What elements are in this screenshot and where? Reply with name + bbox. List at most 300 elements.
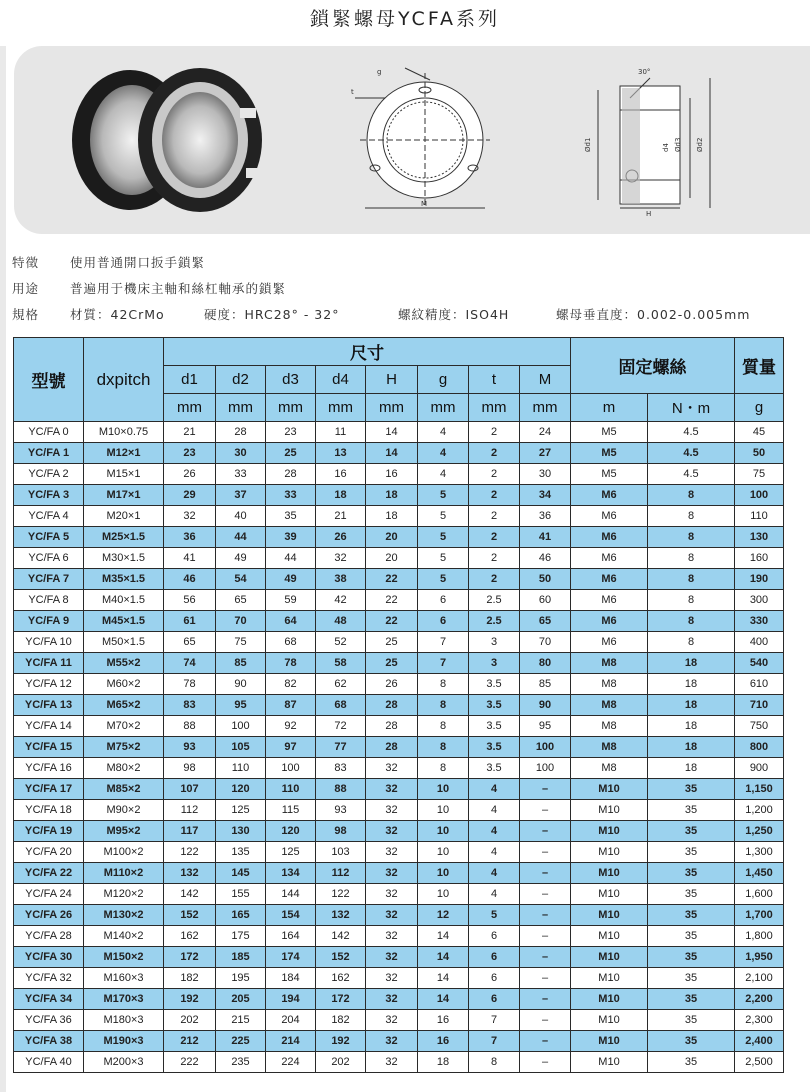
- value-cell: 18: [648, 737, 735, 758]
- value-cell: 85: [520, 674, 571, 695]
- column-header-d4: d4: [316, 366, 366, 394]
- value-cell: 30: [520, 464, 571, 485]
- table-row: [14, 758, 784, 779]
- value-cell: 33: [216, 464, 266, 485]
- value-cell: 11: [316, 422, 366, 443]
- value-cell: –: [520, 905, 571, 926]
- header-size: 尺寸: [164, 338, 571, 366]
- value-cell: M6: [571, 590, 648, 611]
- value-cell: 2: [469, 443, 520, 464]
- value-cell: –: [520, 947, 571, 968]
- unit-cell: g: [735, 394, 784, 422]
- model-cell: YC/FA 1: [14, 443, 84, 464]
- value-cell: 78: [164, 674, 216, 695]
- value-cell: 22: [366, 590, 418, 611]
- value-cell: 65: [520, 611, 571, 632]
- value-cell: 6: [469, 926, 520, 947]
- model-cell: YC/FA 6: [14, 548, 84, 569]
- pitch-cell: M180×3: [84, 1010, 164, 1031]
- table-row: [14, 863, 784, 884]
- value-cell: 225: [216, 1031, 266, 1052]
- model-cell: YC/FA 18: [14, 800, 84, 821]
- value-cell: 6: [469, 947, 520, 968]
- model-cell: YC/FA 8: [14, 590, 84, 611]
- value-cell: –: [520, 1031, 571, 1052]
- value-cell: 32: [366, 1010, 418, 1031]
- value-cell: 1,600: [735, 884, 784, 905]
- value-cell: 23: [164, 443, 216, 464]
- value-cell: 36: [164, 527, 216, 548]
- label-d3: Ød3: [674, 137, 682, 152]
- value-cell: 152: [316, 947, 366, 968]
- value-cell: 10: [418, 779, 469, 800]
- value-cell: 6: [418, 590, 469, 611]
- value-cell: 98: [316, 821, 366, 842]
- usage-label: 用途: [12, 281, 40, 296]
- pitch-cell: M100×2: [84, 842, 164, 863]
- value-cell: 1,300: [735, 842, 784, 863]
- value-cell: 4: [469, 821, 520, 842]
- value-cell: 70: [520, 632, 571, 653]
- value-cell: –: [520, 800, 571, 821]
- model-cell: YC/FA 30: [14, 947, 84, 968]
- value-cell: 8: [648, 527, 735, 548]
- value-cell: 8: [648, 632, 735, 653]
- pitch-cell: M35×1.5: [84, 569, 164, 590]
- table-body: [14, 422, 784, 1073]
- value-cell: 122: [164, 842, 216, 863]
- model-cell: YC/FA 10: [14, 632, 84, 653]
- unit-cell: N・m: [648, 394, 735, 422]
- value-cell: 16: [316, 464, 366, 485]
- pitch-cell: M120×2: [84, 884, 164, 905]
- table-row: [14, 1052, 784, 1073]
- model-cell: YC/FA 38: [14, 1031, 84, 1052]
- value-cell: 112: [164, 800, 216, 821]
- value-cell: 35: [648, 821, 735, 842]
- table-row: [14, 800, 784, 821]
- model-cell: YC/FA 12: [14, 674, 84, 695]
- value-cell: 49: [266, 569, 316, 590]
- value-cell: 59: [266, 590, 316, 611]
- value-cell: 28: [216, 422, 266, 443]
- unit-cell: mm: [366, 394, 418, 422]
- value-cell: 70: [216, 611, 266, 632]
- value-cell: 35: [648, 968, 735, 989]
- value-cell: 14: [366, 443, 418, 464]
- value-cell: 18: [418, 1052, 469, 1073]
- pitch-cell: M65×2: [84, 695, 164, 716]
- value-cell: 8: [648, 548, 735, 569]
- value-cell: M6: [571, 569, 648, 590]
- value-cell: M5: [571, 464, 648, 485]
- value-cell: 35: [266, 506, 316, 527]
- value-cell: 46: [520, 548, 571, 569]
- value-cell: 28: [366, 716, 418, 737]
- value-cell: 54: [216, 569, 266, 590]
- value-cell: M10: [571, 1031, 648, 1052]
- value-cell: 35: [648, 1052, 735, 1073]
- front-view-drawing: [345, 58, 505, 218]
- value-cell: 174: [266, 947, 316, 968]
- value-cell: 8: [648, 506, 735, 527]
- value-cell: 1,450: [735, 863, 784, 884]
- model-cell: YC/FA 5: [14, 527, 84, 548]
- value-cell: 32: [366, 968, 418, 989]
- pitch-cell: M160×3: [84, 968, 164, 989]
- value-cell: M10: [571, 1010, 648, 1031]
- value-cell: 4: [469, 842, 520, 863]
- label-t: t: [351, 88, 354, 96]
- table-row: [14, 527, 784, 548]
- value-cell: 32: [366, 1052, 418, 1073]
- value-cell: 190: [735, 569, 784, 590]
- label-H: H: [646, 210, 652, 218]
- value-cell: 28: [366, 737, 418, 758]
- model-cell: YC/FA 26: [14, 905, 84, 926]
- value-cell: 162: [164, 926, 216, 947]
- value-cell: 610: [735, 674, 784, 695]
- value-cell: 32: [366, 779, 418, 800]
- value-cell: 32: [366, 926, 418, 947]
- value-cell: 93: [164, 737, 216, 758]
- label-d2: Ød2: [696, 137, 704, 152]
- value-cell: 154: [266, 905, 316, 926]
- table-row: [14, 443, 784, 464]
- column-header-d1: d1: [164, 366, 216, 394]
- value-cell: 1,950: [735, 947, 784, 968]
- pitch-cell: M110×2: [84, 863, 164, 884]
- value-cell: 32: [366, 947, 418, 968]
- value-cell: 8: [648, 590, 735, 611]
- value-cell: 4: [418, 422, 469, 443]
- model-cell: YC/FA 40: [14, 1052, 84, 1073]
- column-header-d3: d3: [266, 366, 316, 394]
- value-cell: 75: [216, 632, 266, 653]
- value-cell: 155: [216, 884, 266, 905]
- value-cell: 10: [418, 884, 469, 905]
- value-cell: 10: [418, 800, 469, 821]
- value-cell: 224: [266, 1052, 316, 1073]
- value-cell: 20: [366, 527, 418, 548]
- unit-cell: mm: [418, 394, 469, 422]
- value-cell: 212: [164, 1031, 216, 1052]
- pitch-cell: M45×1.5: [84, 611, 164, 632]
- value-cell: 152: [164, 905, 216, 926]
- model-cell: YC/FA 0: [14, 422, 84, 443]
- unit-cell: mm: [266, 394, 316, 422]
- value-cell: 49: [216, 548, 266, 569]
- value-cell: M6: [571, 485, 648, 506]
- value-cell: 32: [366, 758, 418, 779]
- value-cell: 8: [418, 695, 469, 716]
- value-cell: 35: [648, 905, 735, 926]
- value-cell: 35: [648, 863, 735, 884]
- value-cell: 90: [520, 695, 571, 716]
- value-cell: 185: [216, 947, 266, 968]
- value-cell: 160: [735, 548, 784, 569]
- value-cell: 120: [216, 779, 266, 800]
- value-cell: M10: [571, 926, 648, 947]
- value-cell: 900: [735, 758, 784, 779]
- value-cell: M10: [571, 947, 648, 968]
- pitch-cell: M190×3: [84, 1031, 164, 1052]
- value-cell: 35: [648, 884, 735, 905]
- value-cell: 88: [316, 779, 366, 800]
- left-strip: [0, 46, 6, 1092]
- value-cell: –: [520, 779, 571, 800]
- value-cell: 115: [266, 800, 316, 821]
- table-row: [14, 464, 784, 485]
- value-cell: 192: [164, 989, 216, 1010]
- value-cell: 2: [469, 464, 520, 485]
- value-cell: 50: [735, 443, 784, 464]
- model-cell: YC/FA 4: [14, 506, 84, 527]
- value-cell: 33: [266, 485, 316, 506]
- value-cell: 750: [735, 716, 784, 737]
- model-cell: YC/FA 2: [14, 464, 84, 485]
- value-cell: M6: [571, 611, 648, 632]
- value-cell: 22: [366, 611, 418, 632]
- value-cell: 35: [648, 800, 735, 821]
- value-cell: 18: [648, 695, 735, 716]
- table-row: [14, 1010, 784, 1031]
- table-row: [14, 422, 784, 443]
- pitch-cell: M95×2: [84, 821, 164, 842]
- value-cell: 18: [366, 485, 418, 506]
- model-cell: YC/FA 14: [14, 716, 84, 737]
- value-cell: M10: [571, 842, 648, 863]
- value-cell: 25: [266, 443, 316, 464]
- value-cell: 34: [520, 485, 571, 506]
- model-cell: YC/FA 16: [14, 758, 84, 779]
- value-cell: 2: [469, 485, 520, 506]
- value-cell: 4.5: [648, 422, 735, 443]
- value-cell: 16: [418, 1010, 469, 1031]
- value-cell: 14: [366, 422, 418, 443]
- value-cell: 45: [735, 422, 784, 443]
- value-cell: 37: [216, 485, 266, 506]
- model-cell: YC/FA 36: [14, 1010, 84, 1031]
- value-cell: 3.5: [469, 716, 520, 737]
- table-row: [14, 632, 784, 653]
- value-cell: 2,400: [735, 1031, 784, 1052]
- value-cell: M10: [571, 863, 648, 884]
- value-cell: 41: [164, 548, 216, 569]
- value-cell: 132: [164, 863, 216, 884]
- value-cell: 32: [316, 548, 366, 569]
- value-cell: –: [520, 1010, 571, 1031]
- value-cell: 4.5: [648, 443, 735, 464]
- value-cell: 8: [648, 569, 735, 590]
- model-cell: YC/FA 17: [14, 779, 84, 800]
- table-row: [14, 905, 784, 926]
- column-header-m: M: [520, 366, 571, 394]
- value-cell: 4: [418, 443, 469, 464]
- value-cell: 2: [469, 548, 520, 569]
- value-cell: 2.5: [469, 611, 520, 632]
- table-row: [14, 884, 784, 905]
- value-cell: 4: [418, 464, 469, 485]
- value-cell: 35: [648, 989, 735, 1010]
- value-cell: 38: [316, 569, 366, 590]
- unit-cell: mm: [469, 394, 520, 422]
- value-cell: 215: [216, 1010, 266, 1031]
- table-row: [14, 653, 784, 674]
- value-cell: 1,150: [735, 779, 784, 800]
- value-cell: 4: [469, 884, 520, 905]
- value-cell: –: [520, 968, 571, 989]
- value-cell: –: [520, 1052, 571, 1073]
- table-row: [14, 695, 784, 716]
- perpendicularity-text: 螺母垂直度：0.002-0.005mm: [556, 307, 751, 322]
- value-cell: 1,800: [735, 926, 784, 947]
- pitch-cell: M30×1.5: [84, 548, 164, 569]
- value-cell: 26: [164, 464, 216, 485]
- value-cell: M6: [571, 548, 648, 569]
- value-cell: 60: [520, 590, 571, 611]
- value-cell: 87: [266, 695, 316, 716]
- value-cell: 2: [469, 569, 520, 590]
- value-cell: 30: [216, 443, 266, 464]
- pitch-cell: M60×2: [84, 674, 164, 695]
- table-row: [14, 989, 784, 1010]
- value-cell: 2,500: [735, 1052, 784, 1073]
- value-cell: 8: [648, 611, 735, 632]
- value-cell: 204: [266, 1010, 316, 1031]
- value-cell: 4: [469, 800, 520, 821]
- value-cell: 144: [266, 884, 316, 905]
- value-cell: 18: [648, 653, 735, 674]
- value-cell: 32: [366, 821, 418, 842]
- value-cell: 97: [266, 737, 316, 758]
- value-cell: 8: [418, 674, 469, 695]
- value-cell: 142: [316, 926, 366, 947]
- model-cell: YC/FA 19: [14, 821, 84, 842]
- value-cell: 40: [216, 506, 266, 527]
- value-cell: 32: [366, 884, 418, 905]
- value-cell: M5: [571, 443, 648, 464]
- front-nut-thread: [162, 92, 238, 188]
- value-cell: M6: [571, 632, 648, 653]
- label-deg: 30°: [638, 68, 651, 76]
- table-row: [14, 506, 784, 527]
- model-cell: YC/FA 32: [14, 968, 84, 989]
- value-cell: 75: [735, 464, 784, 485]
- value-cell: 83: [316, 758, 366, 779]
- value-cell: 32: [366, 905, 418, 926]
- value-cell: 64: [266, 611, 316, 632]
- model-cell: YC/FA 13: [14, 695, 84, 716]
- value-cell: 18: [648, 716, 735, 737]
- value-cell: M8: [571, 653, 648, 674]
- value-cell: 35: [648, 947, 735, 968]
- value-cell: 5: [418, 485, 469, 506]
- value-cell: M10: [571, 968, 648, 989]
- value-cell: 6: [469, 989, 520, 1010]
- value-cell: 65: [216, 590, 266, 611]
- model-cell: YC/FA 15: [14, 737, 84, 758]
- value-cell: M10: [571, 905, 648, 926]
- value-cell: 83: [164, 695, 216, 716]
- value-cell: 205: [216, 989, 266, 1010]
- model-cell: YC/FA 3: [14, 485, 84, 506]
- model-cell: YC/FA 9: [14, 611, 84, 632]
- value-cell: 12: [418, 905, 469, 926]
- pitch-cell: M200×3: [84, 1052, 164, 1073]
- value-cell: 100: [735, 485, 784, 506]
- value-cell: M8: [571, 737, 648, 758]
- value-cell: 25: [366, 653, 418, 674]
- value-cell: 18: [648, 674, 735, 695]
- value-cell: 2.5: [469, 590, 520, 611]
- column-header-t: t: [469, 366, 520, 394]
- value-cell: 117: [164, 821, 216, 842]
- value-cell: 3: [469, 653, 520, 674]
- value-cell: 105: [216, 737, 266, 758]
- value-cell: –: [520, 842, 571, 863]
- value-cell: 92: [266, 716, 316, 737]
- value-cell: 28: [366, 695, 418, 716]
- table-row: [14, 611, 784, 632]
- value-cell: 10: [418, 863, 469, 884]
- column-header-d2: d2: [216, 366, 266, 394]
- value-cell: 16: [366, 464, 418, 485]
- pitch-cell: M40×1.5: [84, 590, 164, 611]
- table-row: [14, 779, 784, 800]
- value-cell: 165: [216, 905, 266, 926]
- value-cell: 41: [520, 527, 571, 548]
- pitch-cell: M17×1: [84, 485, 164, 506]
- value-cell: 35: [648, 842, 735, 863]
- section-view-drawing: [580, 58, 730, 218]
- spec-table: [13, 337, 784, 1073]
- value-cell: M10: [571, 779, 648, 800]
- value-cell: 6: [469, 968, 520, 989]
- value-cell: 175: [216, 926, 266, 947]
- table-row: [14, 716, 784, 737]
- value-cell: 164: [266, 926, 316, 947]
- value-cell: 88: [164, 716, 216, 737]
- value-cell: 110: [735, 506, 784, 527]
- features-text: 使用普通開口扳手鎖緊: [70, 255, 206, 270]
- value-cell: 68: [266, 632, 316, 653]
- table-row: [14, 548, 784, 569]
- value-cell: 130: [216, 821, 266, 842]
- value-cell: 26: [366, 674, 418, 695]
- pitch-cell: M70×2: [84, 716, 164, 737]
- value-cell: 98: [164, 758, 216, 779]
- pitch-cell: M140×2: [84, 926, 164, 947]
- value-cell: 162: [316, 968, 366, 989]
- value-cell: 10: [418, 842, 469, 863]
- value-cell: 4: [469, 863, 520, 884]
- value-cell: 3.5: [469, 737, 520, 758]
- pitch-cell: M150×2: [84, 947, 164, 968]
- value-cell: 202: [316, 1052, 366, 1073]
- value-cell: 107: [164, 779, 216, 800]
- value-cell: 29: [164, 485, 216, 506]
- value-cell: 80: [520, 653, 571, 674]
- value-cell: M8: [571, 674, 648, 695]
- model-cell: YC/FA 22: [14, 863, 84, 884]
- value-cell: 32: [366, 800, 418, 821]
- value-cell: 42: [316, 590, 366, 611]
- value-cell: 182: [316, 1010, 366, 1031]
- value-cell: 184: [266, 968, 316, 989]
- value-cell: 13: [316, 443, 366, 464]
- value-cell: 24: [520, 422, 571, 443]
